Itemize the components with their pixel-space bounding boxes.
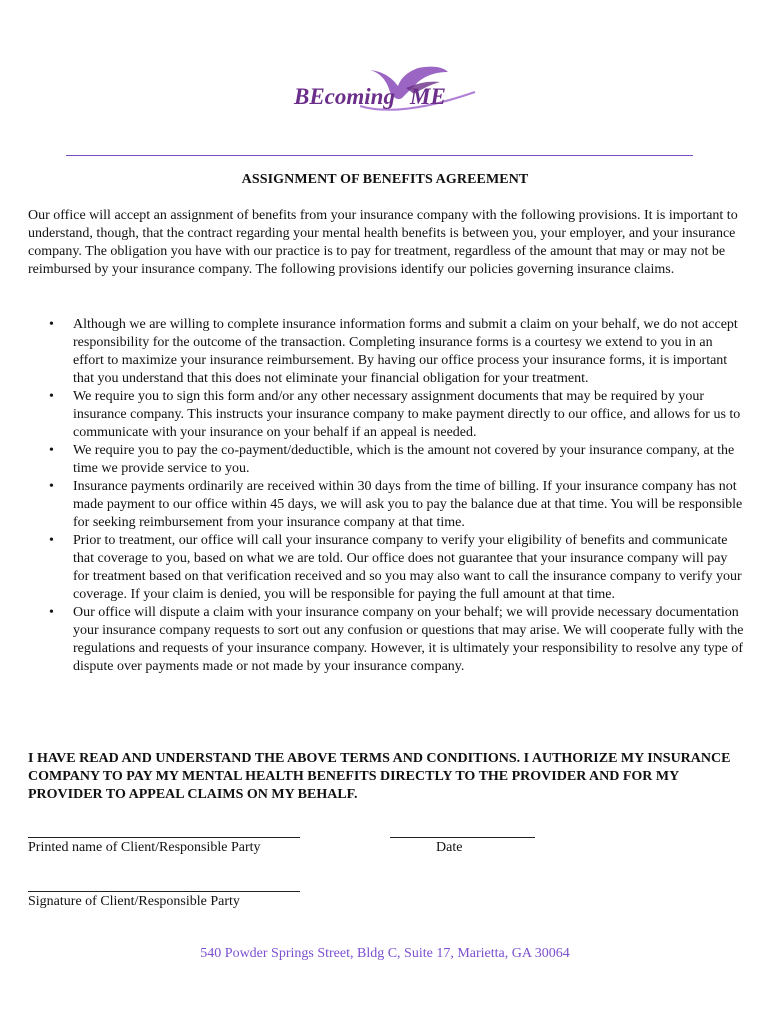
bullet-icon: • — [49, 605, 54, 620]
list-item — [28, 388, 745, 442]
bullet-icon: • — [49, 533, 54, 548]
signature-field[interactable] — [28, 891, 300, 892]
list-item — [28, 442, 745, 478]
list-item — [28, 316, 745, 388]
document-title: ASSIGNMENT OF BENEFITS AGREEMENT — [241, 172, 529, 187]
provision-text: Although we are willing to complete insurance information forms and submit a claim on your behalf, we do not accept responsibility for the outcome of the transaction. Completing insurance forms is a courtesy we extend to you in an effort to maximize your insurance reimbursement. By having our office process your insurance forms, it is important that you understand that this does not eliminate your financial obligation for your treatment. — [73, 317, 738, 386]
provision-text: Our office will dispute a claim with your insurance company on your behalf; we will provide necessary documentation your insurance company requests to sort out any confusion or questions that may arise. We will cooperate fully with the regulations and requests of your insurance company. However, it is ultimately your responsibility to resolve any type of dispute over payments made or not made by your insurance company. — [73, 605, 744, 674]
list-item — [28, 478, 745, 532]
bullet-icon: • — [49, 389, 54, 404]
logo-text-me: ME — [410, 84, 446, 109]
signature-label: Signature of Client/Responsible Party — [28, 894, 240, 909]
header-divider — [66, 155, 693, 156]
logo-text-becoming: BEcoming — [294, 84, 395, 109]
bullet-icon: • — [49, 443, 54, 458]
provision-text: We require you to pay the co-payment/deductible, which is the amount not covered by your insurance company, at the time we provide service to you. — [73, 443, 735, 476]
printed-name-label: Printed name of Client/Responsible Party — [28, 840, 261, 855]
bird-logo-icon — [290, 62, 490, 122]
list-item — [28, 604, 745, 676]
printed-name-field[interactable] — [28, 837, 300, 838]
intro-paragraph: Our office will accept an assignment of benefits from your insurance company with the following provisions. It is important to understand, though, that the contract regarding your mental health benefits is between you, your employer, and your insurance company. The obligation you have with our practice is to pay for treatment, regardless of the amount that may or may not be reimbursed by your insurance company. The following provisions identify our policies governing insurance claims. — [28, 208, 738, 277]
date-field[interactable] — [390, 837, 535, 838]
provision-text: We require you to sign this form and/or any other necessary assignment documents that may be required by your insurance company. This instructs your insurance company to make payment directly to our office, and allows for us to communicate with your insurance on your behalf if an appeal is needed. — [73, 389, 741, 440]
bullet-icon: • — [49, 317, 54, 332]
footer-address: 540 Powder Springs Street, Bldg C, Suite 17, Marietta, GA 30064 — [200, 946, 570, 961]
date-label: Date — [436, 840, 463, 855]
provision-text: Insurance payments ordinarily are received within 30 days from the time of billing. If your insurance company has not made payment to our office within 45 days, we will ask you to pay the balance due at that time. You will be responsible for seeking reimbursement from your insurance company at that time. — [73, 479, 743, 530]
bullet-icon: • — [49, 479, 54, 494]
provision-text: Prior to treatment, our office will call your insurance company to verify your eligibility of benefits and communicate that coverage to you, based on what we are told. Our office does not guarantee that your insurance company will pay for treatment based on that verification received and so you may also want to call the insurance company to verify your coverage. If your claim is denied, you will be responsible for paying the full amount at that time. — [73, 533, 742, 602]
company-logo — [290, 62, 490, 122]
provisions-list — [28, 316, 745, 676]
acknowledgement-statement: I HAVE READ AND UNDERSTAND THE ABOVE TERMS AND CONDITIONS. I AUTHORIZE MY INSURANCE COMPANY TO PAY MY MENTAL HEALTH BENEFITS DIRECTLY TO THE PROVIDER AND FOR MY PROVIDER TO APPEAL CLAIMS ON MY BEHALF. — [28, 751, 731, 802]
list-item — [28, 532, 745, 604]
